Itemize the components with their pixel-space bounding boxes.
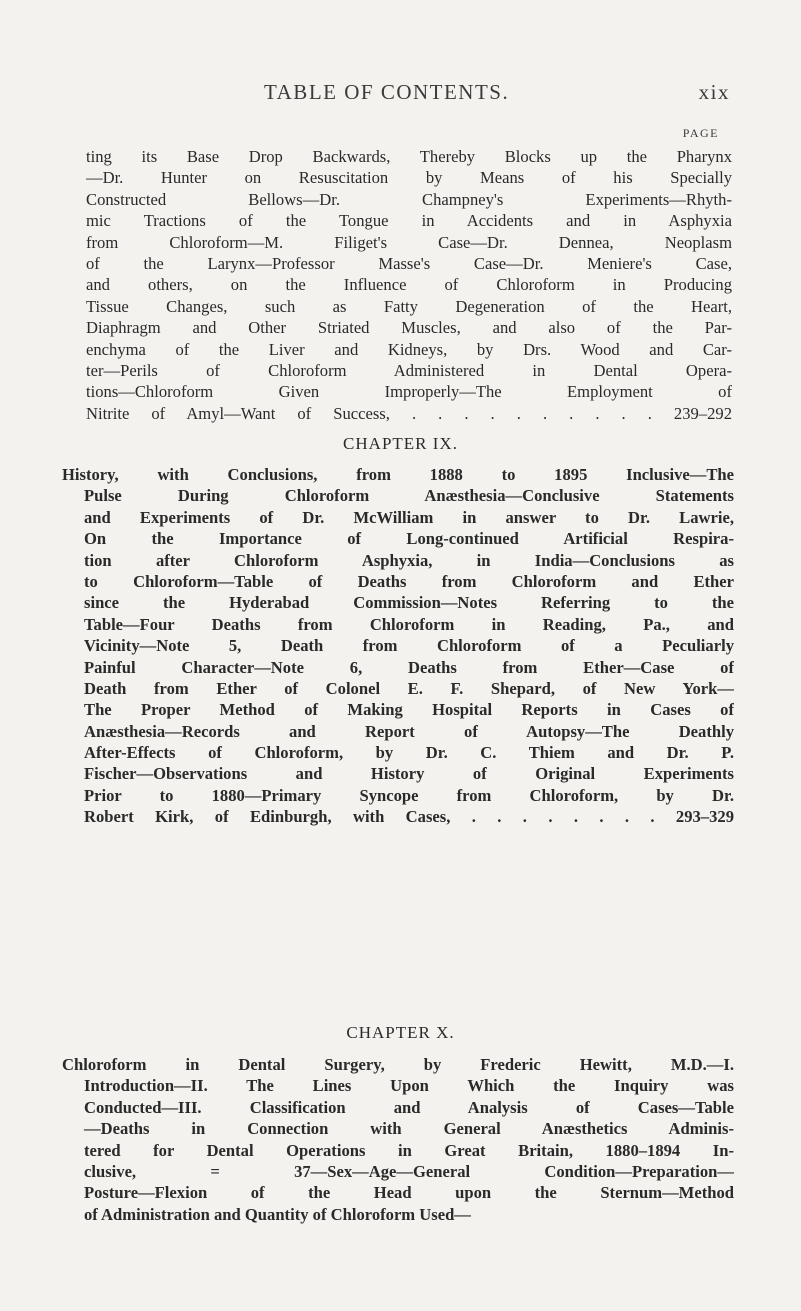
entry-line: Table—Four Deaths from Chloroform in Reading, Pa., and	[84, 614, 734, 634]
entry-line: since the Hyderabad Commission—Notes Referring to the	[84, 593, 734, 613]
entry-line: tion after Chloroform Asphyxia, in India—Conclusions as	[84, 550, 734, 570]
entry-line: of Administration and Quantity of Chloroform Used—	[84, 1204, 471, 1224]
entry-line: —Deaths in Connection with General Anæsthetics Adminis-	[84, 1119, 734, 1139]
entry-line: On the Importance of Long-continued Artificial Respira-	[84, 529, 734, 549]
entry-line: Diaphragm and Other Striated Muscles, and also of the Par-	[86, 318, 732, 338]
entry-line: History, with Conclusions, from 1888 to 1895 Inclusive—The	[62, 465, 734, 484]
entry-line: to Chloroform—Table of Deaths from Chloroform and Ether	[84, 571, 734, 591]
running-head-title: TABLE OF CONTENTS.	[264, 80, 510, 104]
entry-line: Painful Character—Note 6, Deaths from Ether—Case of	[84, 657, 734, 677]
entry-line: Anæsthesia—Records and Report of Autopsy—The Deathly	[84, 721, 734, 741]
entry-line: tions—Chloroform Given Improperly—The Employment of	[86, 382, 732, 402]
entry-line: Pulse During Chloroform Anæsthesia—Conclusive Statements	[84, 486, 734, 506]
entry-line: After-Effects of Chloroform, by Dr. C. Thiem and Dr. P.	[84, 743, 734, 763]
entry-line: mic Tractions of the Tongue in Accidents and in Asphyxia	[86, 211, 732, 231]
entry-line: Prior to 1880—Primary Syncope from Chloroform, by Dr.	[84, 785, 734, 805]
continued-entry	[86, 146, 732, 424]
entry-line-with-page-range: Robert Kirk, of Edinburgh, with Cases, . . . . . . . . 293–329	[84, 807, 734, 827]
entry-line: Posture—Flexion of the Head upon the Sternum—Method	[84, 1183, 734, 1203]
entry-line: Fischer—Observations and History of Original Experiments	[84, 764, 734, 784]
entry-line: —Dr. Hunter on Resuscitation by Means of his Specially	[86, 168, 732, 188]
page-folio: xix	[698, 80, 730, 104]
chapter-ix-heading: CHAPTER IX.	[343, 434, 458, 453]
chapter-ix-entry	[62, 464, 734, 828]
entry-line: and Experiments of Dr. McWilliam in answer to Dr. Lawrie,	[84, 507, 734, 527]
entry-line: of the Larynx—Professor Masse's Case—Dr. Meniere's Case,	[86, 253, 732, 273]
entry-line: from Chloroform—M. Filiget's Case—Dr. Dennea, Neoplasm	[86, 232, 732, 252]
entry-line: Introduction—II. The Lines Upon Which the Inquiry was	[84, 1076, 734, 1096]
entry-line: Vicinity—Note 5, Death from Chloroform of a Peculiarly	[84, 636, 734, 656]
entry-line-with-page-range: Nitrite of Amyl—Want of Success, . . . . . . . . . . 239–292	[86, 403, 732, 423]
entry-line: Death from Ether of Colonel E. F. Shepard, of New York—	[84, 678, 734, 698]
entry-line: and others, on the Influence of Chloroform in Producing	[86, 275, 732, 295]
entry-line: clusive, = 37—Sex—Age—General Condition—Preparation—	[84, 1161, 734, 1181]
entry-line: ting its Base Drop Backwards, Thereby Blocks up the Pharynx	[86, 147, 732, 166]
entry-line: Tissue Changes, such as Fatty Degeneration of the Heart,	[86, 296, 732, 316]
entry-line: Conducted—III. Classification and Analysis of Cases—Table	[84, 1097, 734, 1117]
chapter-x-heading: CHAPTER X.	[346, 1023, 455, 1042]
page-column-label: PAGE	[682, 126, 719, 140]
entry-line: enchyma of the Liver and Kidneys, by Drs. Wood and Car-	[86, 339, 732, 359]
entry-line: ter—Perils of Chloroform Administered in Dental Opera-	[86, 360, 732, 380]
entry-line: tered for Dental Operations in Great Britain, 1880–1894 In-	[84, 1140, 734, 1160]
entry-line: Constructed Bellows—Dr. Champney's Experiments—Rhyth-	[86, 189, 732, 209]
chapter-x-entry	[62, 1054, 734, 1225]
entry-line: The Proper Method of Making Hospital Reports in Cases of	[84, 700, 734, 720]
entry-line: Chloroform in Dental Surgery, by Frederic Hewitt, M.D.—I.	[62, 1055, 734, 1074]
